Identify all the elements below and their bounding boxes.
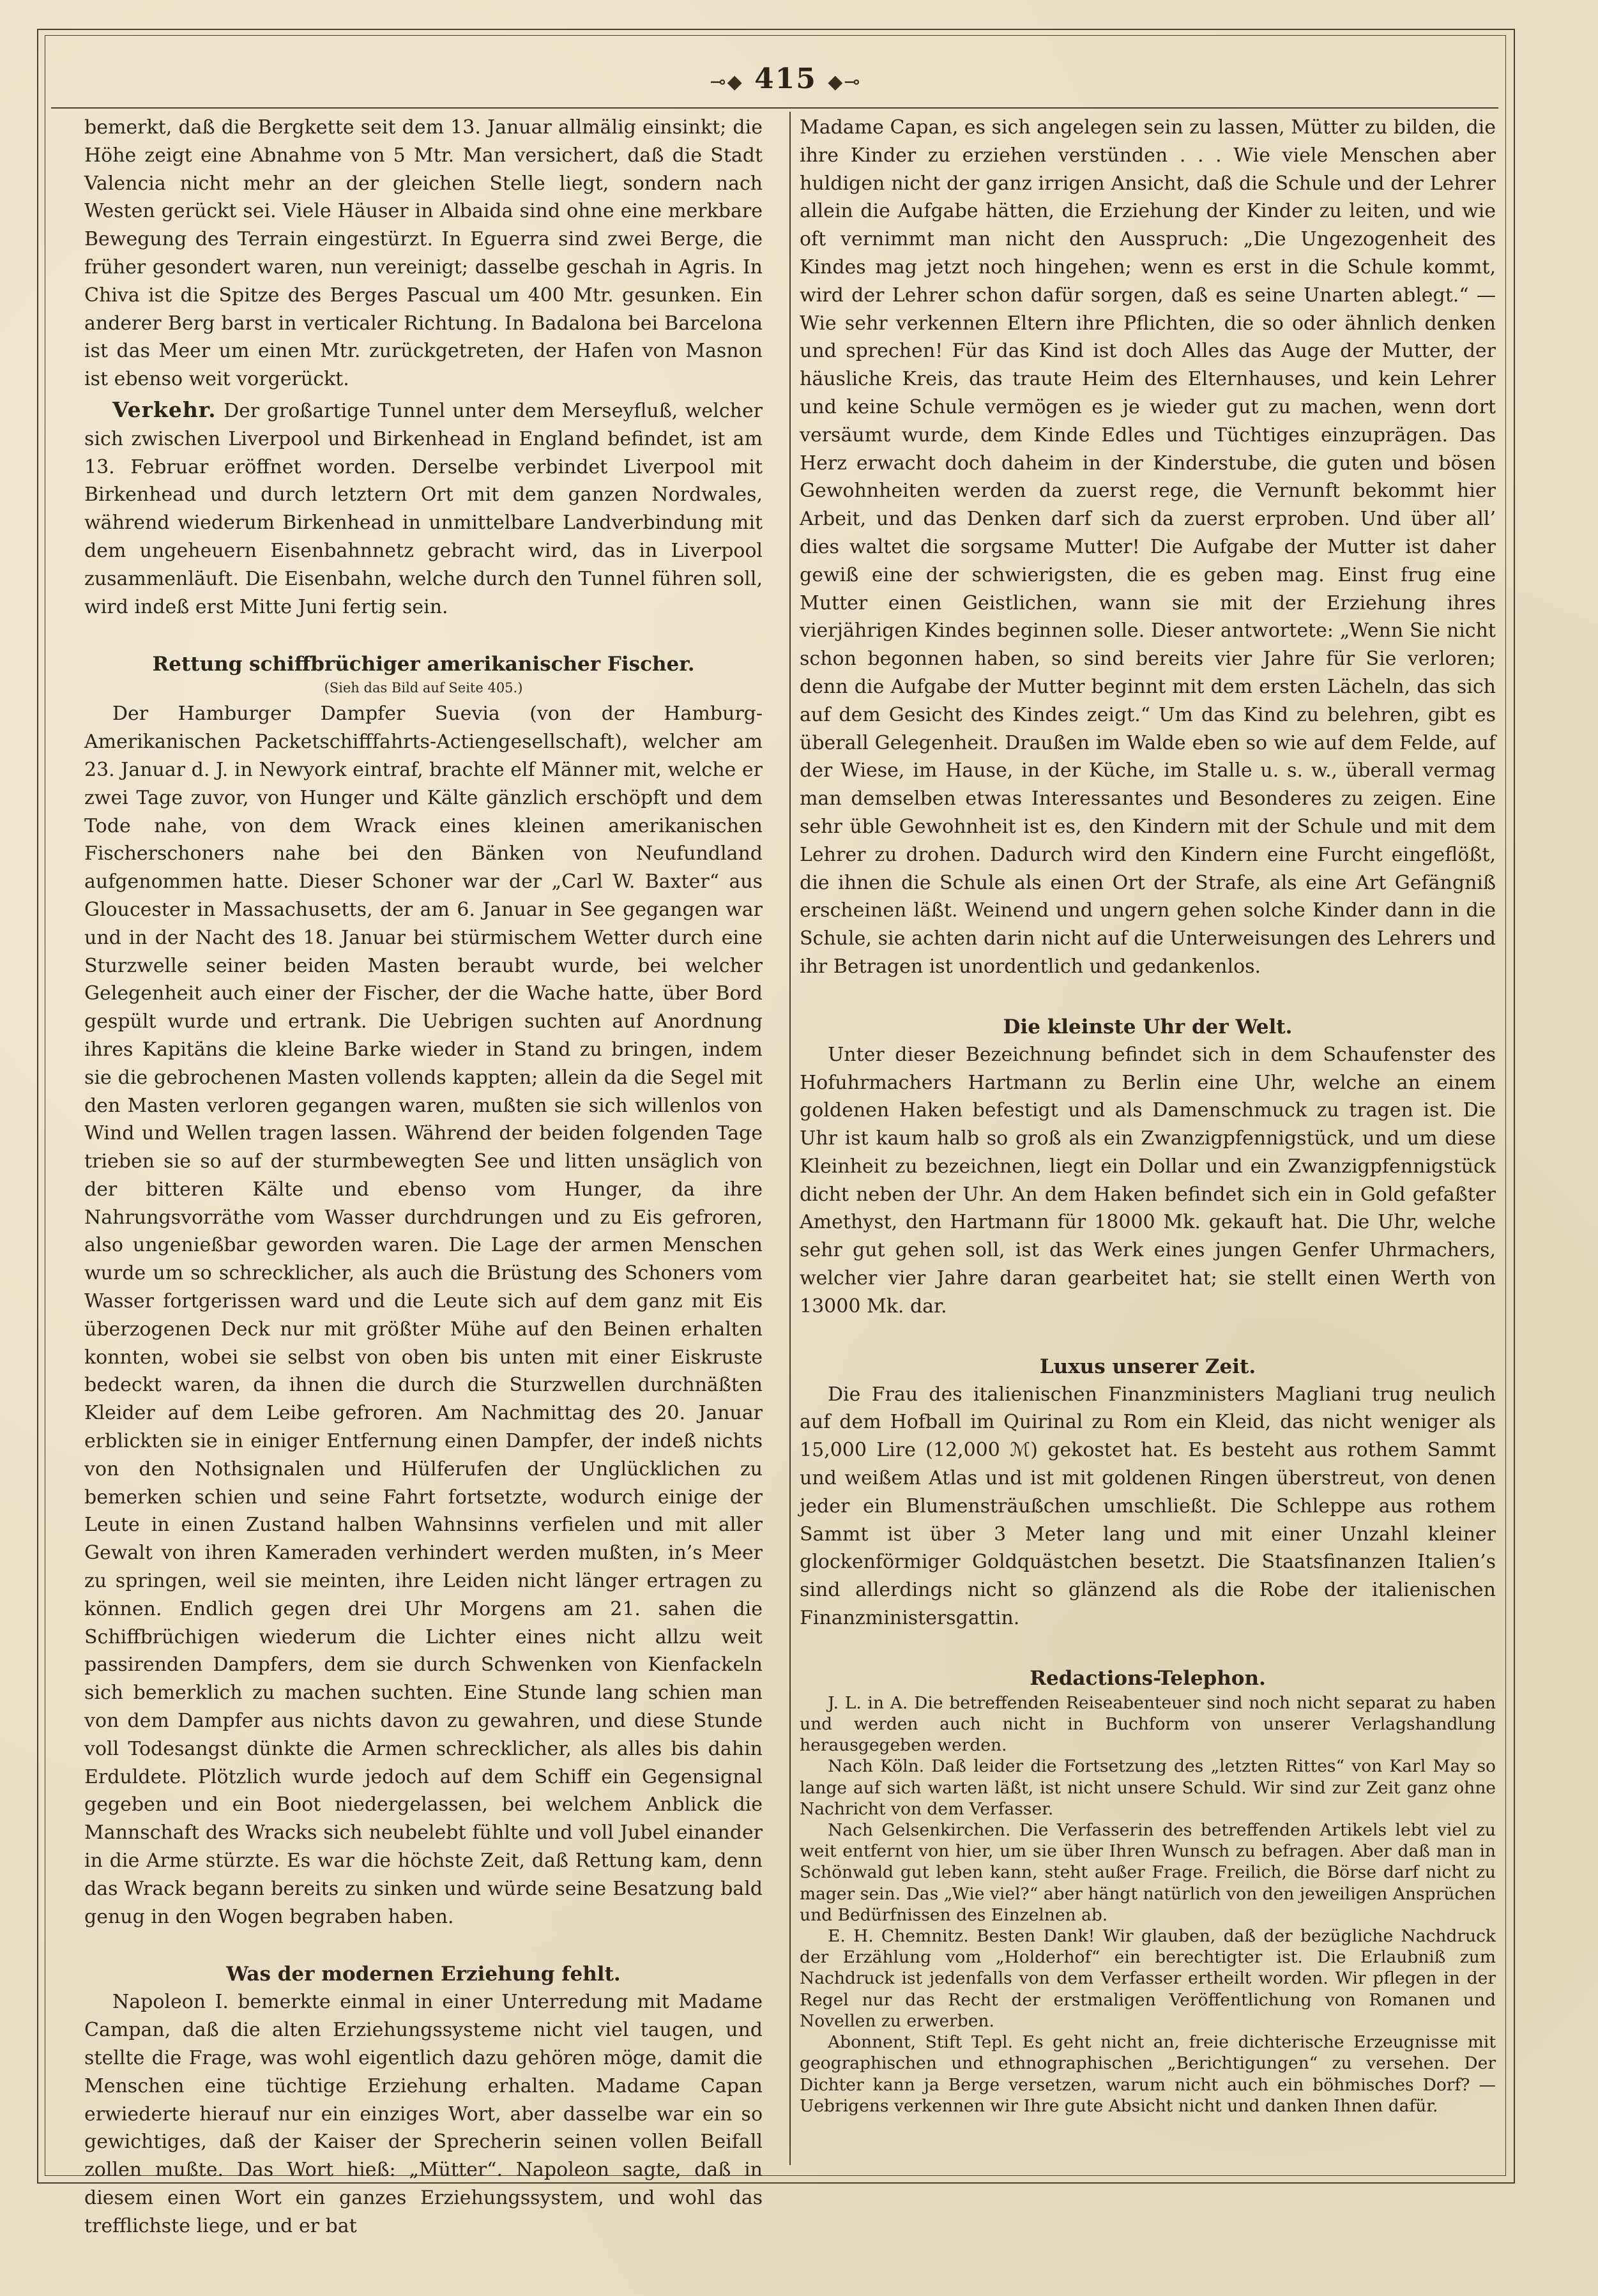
rettung-subheading: (Sieh das Bild auf Seite 405.) xyxy=(324,680,523,696)
page-number-text: 415 xyxy=(754,63,817,95)
telephon-item: J. L. in A. Die betreffenden Reiseabenteuer sind noch nicht separat zu haben und werden auch nicht in Buchform von unserer Verlagshandlung herausgegeben werden. xyxy=(800,1692,1496,1756)
erziehung-heading: Was der modernen Erziehung fehlt. xyxy=(226,1963,621,1986)
erziehung-continuation: Madame Capan, es sich angelegen sein zu lassen, Mütter zu bilden, die ihre Kinder zu erziehen verstünden . . . Wie viele Menschen aber huldigen nicht der ganz irrigen Ansicht, daß die Schule und der Lehrer allein die Aufgabe hätten, die Erziehung der Kinder zu leiten, und wie oft vernimmt man nicht den Ausspruch: „Die Ungezogenheit des Kindes mag jetzt noch hingehen; wenn es erst in die Schule kommt, wird der Lehrer schon dafür sorgen, daß es seine Unarten ablegt.“ — Wie sehr verkennen Eltern ihre Pflichten, die so oder ähnlich denken und sprechen! Für das Kind ist doch Alles das Auge der Mutter, der häusliche Kreis, das traute Heim des Elternhauses, und kein Lehrer und keine Schule vermögen es je wieder gut zu machen, wenn dort versäumt wurde, dem Kinde Edles und Tüchtiges einzuprägen. Das Herz erwacht doch daheim in der Kinderstube, die guten und bösen Gewohnheiten werden da zuerst rege, die Vernunft bekommt hier Arbeit, und das Denken darf sich da zuerst erproben. Und über all’ dies waltet die sorgsame Mutter! Die Aufgabe der Mutter ist daher gewiß eine der schwierigsten, die es geben mag. Einst frug eine Mutter einen Geistlichen, wann sie mit der Erziehung ihres vierjährigen Kindes beginnen solle. Dieser antwortete: „Wenn Sie nicht schon begonnen haben, so sind bereits vier Jahre für Sie verloren; denn die Aufgabe der Mutter beginnt mit dem ersten Lächeln, das sich auf dem Gesicht des Kindes zeigt.“ Um das Kind zu belehren, gibt es überall Gelegenheit. Draußen im Walde eben so wie auf dem Felde, auf der Wiese, im Hause, in der Küche, im Stalle u. s. w., überall vermag man demselben etwas Interessantes und Besonderes zu zeigen. Eine sehr üble Gewohnheit ist es, den Kindern mit der Schule und mit dem Lehrer zu drohen. Dadurch wird den Kindern eine Furcht eingeflößt, die ihnen die Schule als einen Ort der Strafe, als eine Art Gefängniß erscheinen läßt. Weinend und ungern gehen solche Kinder dann in die Schule, sie achten darin nicht auf die Unterweisungen des Lehrers und ihr Betragen ist unordentlich und gedankenlos. xyxy=(800,116,1496,978)
earthquake-continuation: bemerkt, daß die Bergkette seit dem 13. Januar allmälig einsinkt; die Höhe zeigt eine Abnahme von 5 Mtr. Man versichert, daß die Stadt Valencia nicht mehr an der gleichen Stelle liegt, sondern nach Westen gerückt sei. Viele Häuser in Albaida sind ohne eine merkbare Bewegung des Terrain eingestürzt. In Eguerra sind zwei Berge, die früher gesondert waren, nun vereinigt; dasselbe geschah in Agris. In Chiva ist die Spitze des Berges Pascual um 400 Mtr. gesunken. Ein anderer Berg barst in verticaler Richtung. In Badalona bei Barcelona ist das Meer um einen Mtr. zurückgetreten, der Hafen von Masnon ist ebenso weit vorgerückt. xyxy=(84,116,763,391)
erziehung-text: Napoleon I. bemerkte einmal in einer Unterredung mit Madame Campan, daß die alten Erziehungssysteme nicht viel taugen, und stellte die Frage, was wohl eigentlich dazu gehören möge, damit die Menschen eine tüchtige Erziehung erhalten. Madame Capan erwiederte hierauf nur ein einziges Wort, aber dasselbe war ein so gewichtiges, daß der Kaiser der Sprecherin seinen vollen Beifall zollen mußte. Das Wort hieß: „Mütter“. Napoleon sagte, daß in diesem einen Wort ein ganzes Erziehungssystem, und wohl das trefflichste liege, und er bat xyxy=(84,1991,763,2237)
ornament-left-icon: ⊸◆ xyxy=(710,71,743,93)
telephon-item: Abonnent, Stift Tepl. Es geht nicht an, freie dichterische Erzeugnisse mit geographischen und ethnographischen „Berichtigungen“ zu versehen. Der Dichter kann ja Berge versetzen, warum nicht auch ein böhmisches Dorf? — Uebrigens verkennen wir Ihre gute Absicht nicht und danken Ihnen dafür. xyxy=(800,2032,1496,2116)
telephon-item: Nach Gelsenkirchen. Die Verfasserin des betreffenden Artikels lebt viel zu weit entfernt von hier, um sie über Ihren Wunsch zu befragen. Aber daß man in Schönwald gut leben kann, steht außer Frage. Freilich, die Börse darf nicht zu mager sein. Das „Wie viel?“ aber hängt natürlich von den jeweiligen Ansprüchen und Bedürfnissen des Einzelnen ab. xyxy=(800,1820,1496,1925)
telephon-item: E. H. Chemnitz. Besten Dank! Wir glauben, daß der bezügliche Nachdruck der Erzählung vom „Holderhof“ ein berechtigter ist. Die Erlaubniß zum Nachdruck ist jedenfalls von dem Verfasser ertheilt worden. Wir pflegen in der Regel nur das Recht der erstmaligen Veröffentlichung von Romanen und Novellen zu erwerben. xyxy=(800,1926,1496,2031)
header-rule xyxy=(51,107,1498,109)
ornament-right-icon: ◆⊸ xyxy=(828,71,862,93)
rettung-heading: Rettung schiffbrüchiger amerikanischer Fischer. xyxy=(152,653,695,676)
uhr-text: Unter dieser Bezeichnung befindet sich in dem Schaufenster des Hofuhrmachers Hartmann zu Berlin eine Uhr, welche an einem goldenen Haken befestigt und als Damenschmuck zu tragen ist. Die Uhr ist kaum halb so groß als ein Zwanzigpfennigstück, und um diese Kleinheit zu bezeichnen, liegt ein Dollar und ein Zwanzigpfennigstück dicht neben der Uhr. An dem Haken befindet sich ein in Gold gefaßter Amethyst, den Hartmann für 18000 Mk. gekauft hat. Die Uhr, welche sehr gut gehen soll, ist das Werk eines jungen Genfer Uhrmachers, welcher vier Jahre daran gearbeitet hat; sie stellt einen Werth von 13000 Mk. dar. xyxy=(800,1043,1496,1318)
right-column xyxy=(800,114,1496,2164)
column-divider xyxy=(789,112,791,2165)
uhr-heading: Die kleinste Uhr der Welt. xyxy=(1003,1015,1293,1038)
luxus-heading: Luxus unserer Zeit. xyxy=(1039,1355,1256,1378)
verkehr-label: Verkehr. xyxy=(112,397,217,422)
luxus-text: Die Frau des italienischen Finanzministers Magliani trug neulich auf dem Hofball im Quirinal zu Rom ein Kleid, das nicht weniger als 15,000 Lire (12,000 ℳ) gekostet hat. Es besteht aus rothem Sammt und weißem Atlas und ist mit goldenen Ringen überstreut, von denen jeder ein Blumensträußchen umschließt. Die Schleppe aus rothem Sammt ist über 3 Meter lang und mit einer Unzahl kleiner glockenförmiger Goldquästchen besetzt. Die Staatsfinanzen Italien’s sind allerdings nicht so glänzend als die Robe der italienischen Finanzministersgattin. xyxy=(800,1383,1496,1630)
page-number xyxy=(709,63,862,95)
telephon-heading: Redactions-Telephon. xyxy=(1030,1666,1266,1690)
rettung-text: Der Hamburger Dampfer Suevia (von der Hamburg-Amerikanischen Packetschifffahrts-Actiengesellschaft), welcher am 23. Januar d. J. in Newyork eintraf, brachte elf Männer mit, welche er zwei Tage zuvor, von Hunger und Kälte gänzlich erschöpft und dem Tode nahe, von dem Wrack eines kleinen amerikanischen Fischerschoners nahe bei den Bänken von Neufundland aufgenommen hatte. Dieser Schoner war der „Carl W. Baxter“ aus Gloucester in Massachusetts, der am 6. Januar in See gegangen war und in der Nacht des 18. Januar bei stürmischem Wetter durch eine Sturzwelle seiner beiden Masten beraubt wurde, bei welcher Gelegenheit auch einer der Fischer, der die Wache hatte, über Bord gespült wurde und ertrank. Die Uebrigen suchten auf Anordnung ihres Kapitäns die kleine Barke wieder in Stand zu bringen, indem sie die gebrochenen Masten vollends kappten; allein da die Segel mit den Masten verloren gegangen waren, mußten sie sich willenlos von Wind und Wellen tragen lassen. Während der beiden folgenden Tage trieben sie so auf der sturmbewegten See und litten unsäglich von der bitteren Kälte und ebenso vom Hunger, da ihre Nahrungsvorräthe vom Wasser durchdrungen und zu Eis gefroren, also ungenießbar geworden waren. Die Lage der armen Menschen wurde um so schrecklicher, als auch die Brüstung des Schoners vom Wasser fortgerissen ward und die Leute sich auf dem ganz mit Eis überzogenen Deck nur mit größter Mühe auf den Beinen erhalten konnten, wobei sie selbst von oben bis unten mit einer Eiskruste bedeckt waren, da ihnen die durch die Sturzwellen durchnäßten Kleider auf dem Leibe gefroren. Am Nachmittag des 20. Januar erblickten sie in einiger Entfernung einen Dampfer, der indeß nichts von den Nothsignalen und Hülferufen der Unglücklichen zu bemerken schien und seine Fahrt fortsetzte, wodurch einige der Leute in einen Zustand halben Wahnsinns verfielen und mit aller Gewalt von ihren Kameraden verhindert werden mußten, in’s Meer zu springen, weil sie meinten, ihre Leiden nicht länger ertragen zu können. Endlich gegen drei Uhr Morgens am 21. sahen die Schiffbrüchigen wiederum die Lichter eines nicht allzu weit passirenden Dampfers, dem sie durch Schwenken von Kienfackeln sich bemerklich zu machen suchten. Eine Stunde lang schien man von dem Dampfer aus nichts davon zu gewahren, und diese Stunde voll Todesangst dünkte die Armen schrecklicher, als alles bis dahin Erduldete. Plötzlich wurde jedoch auf dem Schiff ein Gegensignal gegeben und ein Boot niedergelassen, bei welchem Anblick die Mannschaft des Wracks sich neubelebt fühlte und voll Jubel einander in die Arme stürzte. Es war die höchste Zeit, daß Rettung kam, denn das Wrack begann bereits zu sinken und würde seine Besatzung bald genug in den Wogen begraben haben. xyxy=(84,703,763,1928)
left-column xyxy=(84,114,763,2237)
verkehr-text: Der großartige Tunnel unter dem Merseyfluß, welcher sich zwischen Liverpool und Birkenhead in England befindet, ist am 13. Februar eröffnet worden. Derselbe verbindet Liverpool mit Birkenhead und durch letztern Ort mit dem ganzen Nordwales, während wiederum Birkenhead in unmittelbare Landverbindung mit dem ungeheuern Eisenbahnnetz gebracht wird, das in Liverpool zusammenläuft. Die Eisenbahn, welche durch den Tunnel führen soll, wird indeß erst Mitte Juni fertig sein. xyxy=(84,399,763,618)
telephon-item: Nach Köln. Daß leider die Fortsetzung des „letzten Rittes“ von Karl May so lange auf sich warten läßt, ist nicht unsere Schuld. Wir sind zur Zeit ganz ohne Nachricht von dem Verfasser. xyxy=(800,1756,1496,1819)
verkehr-article xyxy=(84,396,763,621)
